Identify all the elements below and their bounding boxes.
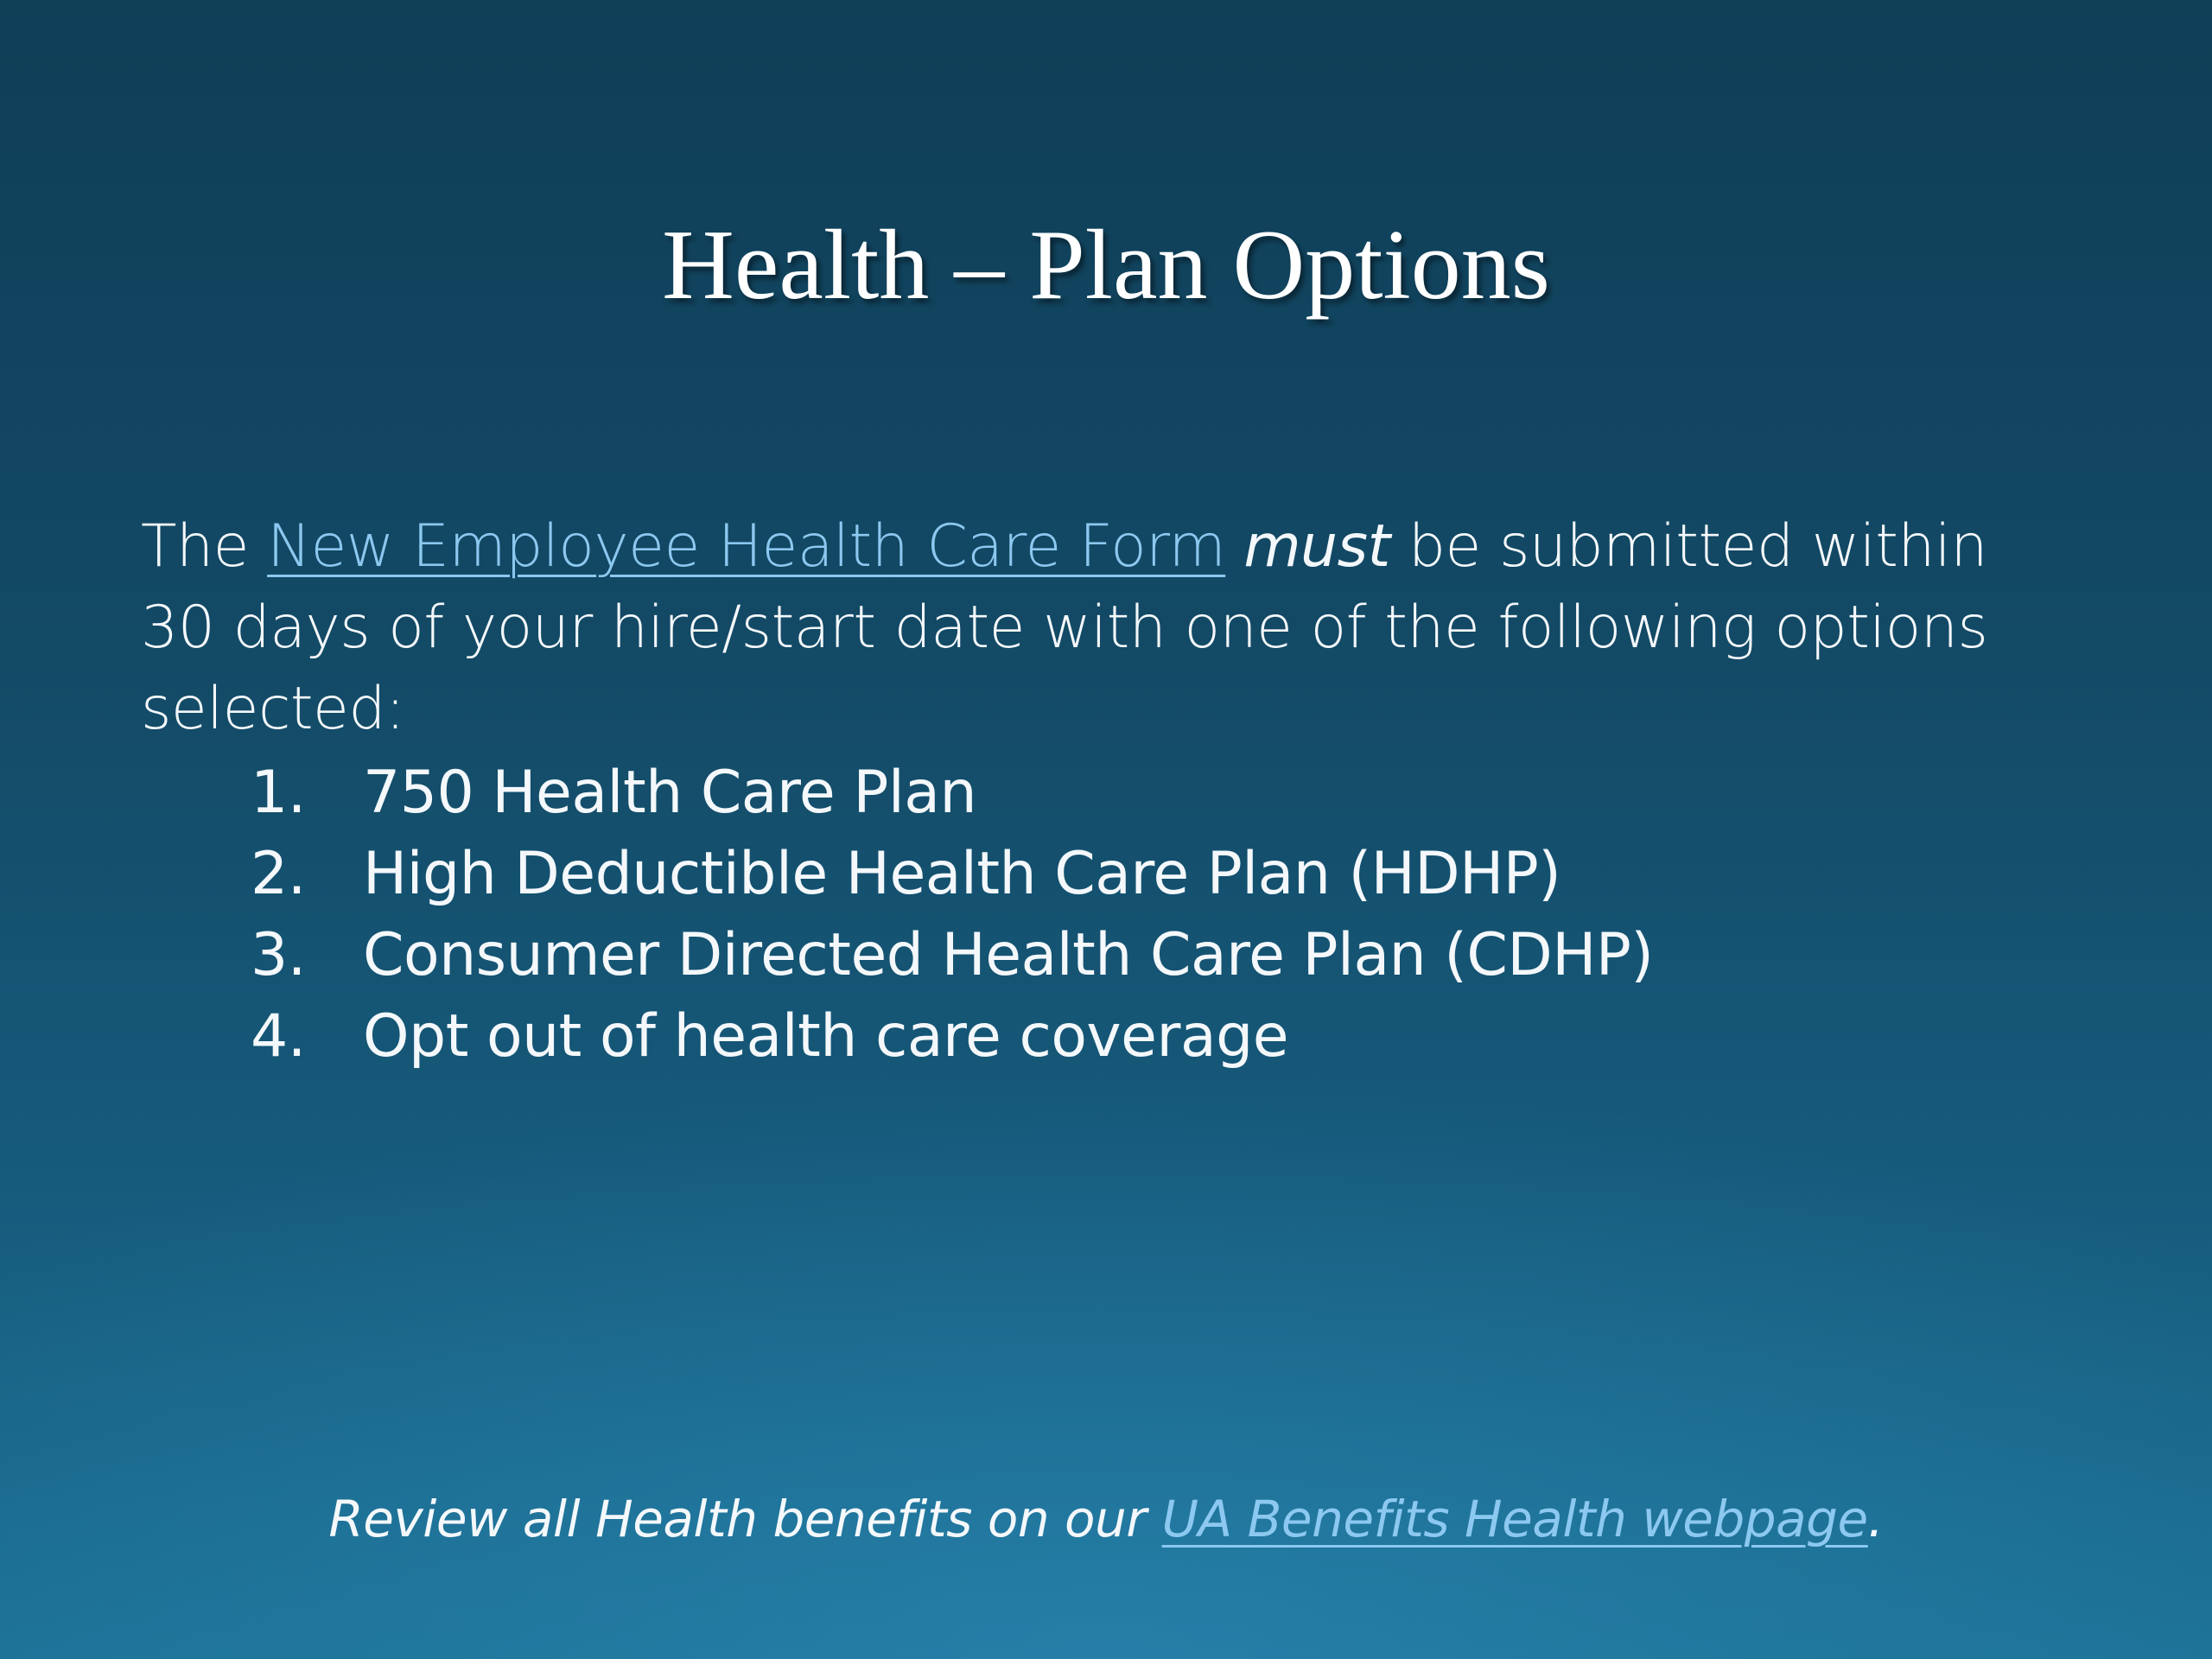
list-item	[251, 996, 1653, 1077]
intro-suffix: be submitted within 30 days of your hire/start date with one of the following options selected:	[141, 512, 1988, 743]
option-label: Opt out of health care coverage	[363, 1002, 1289, 1071]
footer-prefix: Review all Health benefits on our	[328, 1490, 1162, 1548]
list-item	[251, 915, 1653, 996]
option-label: 750 Health Care Plan	[363, 759, 977, 827]
ua-benefits-health-webpage-link[interactable]: UA Benefits Health webpage	[1161, 1490, 1868, 1548]
option-number: 4.	[251, 1002, 306, 1071]
option-number: 3.	[251, 921, 306, 989]
option-label: High Deductible Health Care Plan (HDHP)	[363, 840, 1561, 908]
footer-note	[0, 1480, 2212, 1558]
option-label: Consumer Directed Health Care Plan (CDHP)	[363, 921, 1654, 989]
intro-prefix: The	[141, 512, 268, 581]
intro-space	[1225, 512, 1243, 581]
option-number: 2.	[251, 840, 306, 908]
footer-suffix: .	[1867, 1490, 1884, 1548]
plan-options-list	[251, 753, 1653, 1077]
intro-emphasis: must	[1243, 512, 1390, 581]
list-item	[251, 753, 1653, 834]
intro-paragraph	[141, 506, 2076, 750]
slide-title: Health – Plan Options	[662, 210, 1550, 321]
new-employee-health-care-form-link[interactable]: New Employee Health Care Form	[267, 512, 1226, 581]
list-item	[251, 834, 1653, 915]
option-number: 1.	[251, 759, 306, 827]
